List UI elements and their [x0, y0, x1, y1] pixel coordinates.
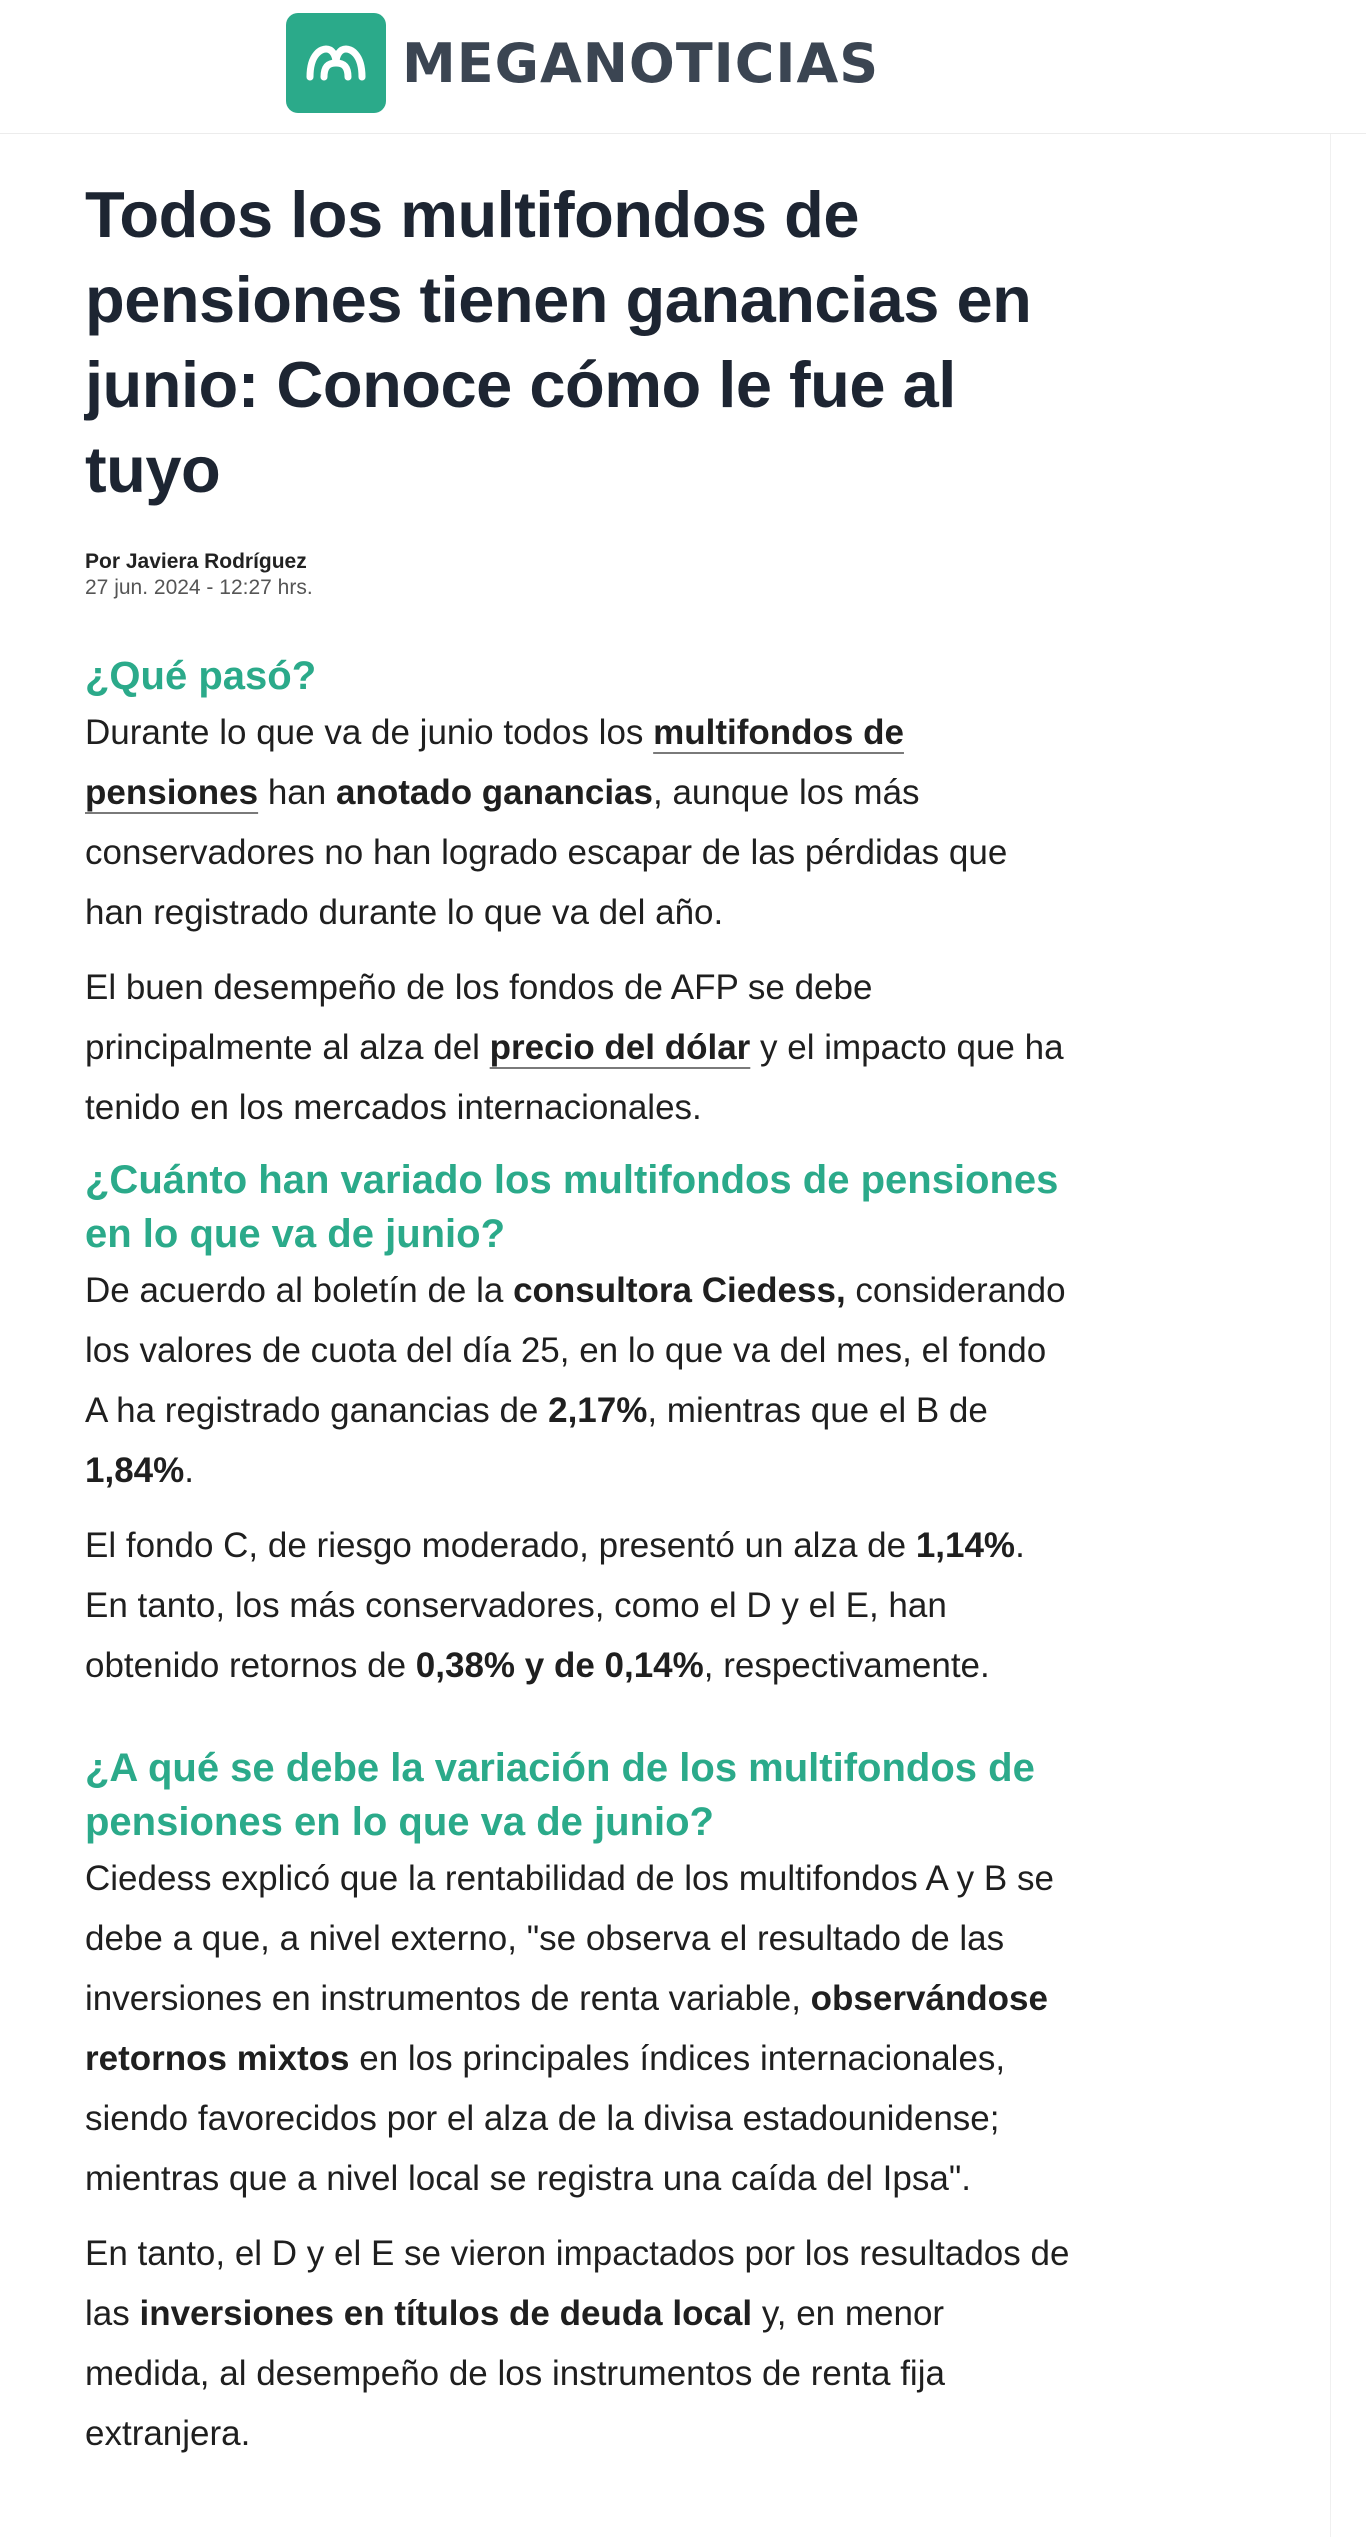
bold-text: 0,38% y de 0,14% — [415, 1646, 704, 1685]
text: El buen desempeño de los fondos de AFP se debe principalmente al alza del — [85, 968, 873, 1067]
bold-text: inversiones en títulos de deuda local — [139, 2294, 753, 2333]
article-title: Todos los multifondos de pensiones tienen ganancias en junio: Conoce cómo le fue al tuyo — [85, 178, 1032, 506]
section-heading: ¿A qué se debe la variación de los multifondos de pensiones en lo que va de junio? — [85, 1746, 1035, 1844]
text: y el impacto que ha tenido en los mercados internacionales. — [85, 1028, 1064, 1127]
section-cuanto-han-variado — [85, 1153, 1075, 1696]
precio-dolar-link[interactable]: precio del dólar — [489, 1028, 751, 1067]
article-body — [85, 649, 1075, 2464]
text: En tanto, el D y el E se vieron impactados por los resultados de las — [85, 2234, 1070, 2333]
bold-text: observándose retornos mixtos — [85, 1979, 1048, 2078]
bold-text: 1,14% — [915, 1526, 1016, 1565]
text: , mientras que el B de — [647, 1391, 988, 1430]
text: en los principales índices internacionales, siendo favorecidos por el alza de la divisa estadounidense; mientras que a nivel local se registra una caída del Ipsa". — [85, 2039, 1006, 2198]
text: Ciedess explicó que la rentabilidad de los multifondos A y B se debe a que, a nivel externo, "se observa el resultado de las inversiones en instrumentos de renta variable, — [85, 1859, 1054, 2018]
section-heading: ¿Cuánto han variado los multifondos de pensiones en lo que va de junio? — [85, 1158, 1059, 1256]
text: y, en menor medida, al desempeño de los instrumentos de renta fija extranjera. — [85, 2294, 945, 2453]
paragraph — [85, 2224, 1075, 2464]
content-divider — [1330, 134, 1331, 2537]
bold-text: consultora Ciedess, — [513, 1271, 846, 1310]
paragraph — [85, 1849, 1075, 2209]
article-date: 27 jun. 2024 - 12:27 hrs. — [85, 576, 313, 599]
section-a-que-se-debe — [85, 1741, 1075, 2464]
text: Durante lo que va de junio todos los — [85, 713, 654, 752]
text: considerando los valores de cuota del día 25, en lo que va del mes, el fondo A ha registrado ganancias de — [85, 1271, 1066, 1430]
bold-text: anotado ganancias — [335, 773, 653, 812]
text: El fondo C, de riesgo moderado, presentó un alza de — [85, 1526, 916, 1565]
text: . — [184, 1451, 194, 1490]
text: De acuerdo al boletín de la — [85, 1271, 514, 1310]
text: . En tanto, los más conservadores, como el D y el E, han obtenido retornos de — [85, 1526, 1025, 1685]
section-heading: ¿Qué pasó? — [85, 654, 317, 698]
article — [85, 172, 1075, 2464]
paragraph — [85, 958, 1075, 1138]
brand-name: MEGANOTICIAS — [402, 31, 880, 95]
multifondos-link[interactable]: multifondos de pensiones — [85, 713, 904, 812]
article-author[interactable]: Por Javiera Rodríguez — [85, 550, 307, 573]
text: , respectivamente. — [703, 1646, 990, 1685]
paragraph — [85, 703, 1075, 943]
text: han — [258, 773, 336, 812]
site-logo[interactable] — [286, 13, 879, 113]
bold-text: 1,84% — [85, 1451, 185, 1490]
meganoticias-m-icon — [286, 13, 386, 113]
paragraph — [85, 1516, 1075, 1696]
bold-text: 2,17% — [548, 1391, 648, 1430]
text: , aunque los más conservadores no han logrado escapar de las pérdidas que han registrado durante lo que va del año. — [85, 773, 1008, 932]
paragraph — [85, 1261, 1075, 1501]
site-header — [0, 0, 1366, 134]
section-que-paso — [85, 649, 1075, 1138]
